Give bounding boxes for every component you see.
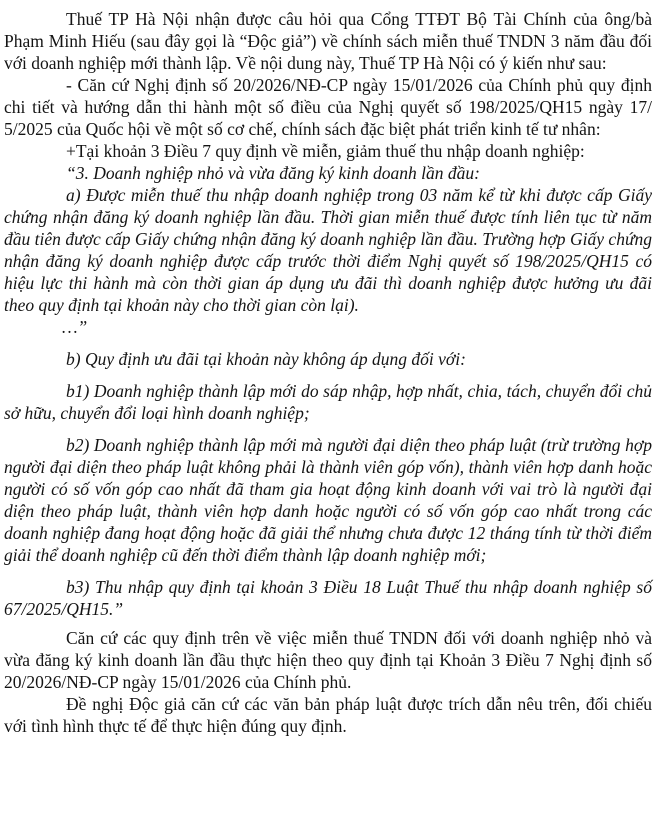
quote-point-b2: b2) Doanh nghiệp thành lập mới mà người đại diện theo pháp luật (trừ trường hợp người đại diện theo pháp luật không phải là thành viên góp vốn), thành viên hợp danh hoặc người có số vốn góp cao nhất đã tham gia hoạt động kinh doanh với vai trò là người đại diện theo pháp luật, thành viên hợp danh hoặc người có số vốn góp cao nhất trong các doanh nghiệp đang hoạt động hoặc đã giải thể nhưng chưa được 12 tháng tính từ thời điểm giải thể doanh nghiệp cũ đến thời điểm thành lập doanh nghiệp mới; xyxy=(4,435,652,565)
quote-ellipsis: …” xyxy=(62,317,88,337)
quote-point-b1: b1) Doanh nghiệp thành lập mới do sáp nhập, hợp nhất, chia, tách, chuyển đổi chủ sở hữu, chuyển đổi loại hình doanh nghiệp; xyxy=(4,381,652,423)
quote-point-b3: b3) Thu nhập quy định tại khoản 3 Điều 18 Luật Thuế thu nhập doanh nghiệp số 67/2025/QH15.” xyxy=(4,577,652,619)
paragraph-article7-intro: +Tại khoản 3 Điều 7 quy định về miễn, giảm thuế thu nhập doanh nghiệp: xyxy=(66,141,585,161)
quote-point-a: a) Được miễn thuế thu nhập doanh nghiệp trong 03 năm kể từ khi được cấp Giấy chứng nhận đăng ký doanh nghiệp lần đầu. Thời gian miễn thuế được tính liên tục từ năm đầu tiên được cấp Giấy chứng nhận đăng ký doanh nghiệp lần đầu. Trường hợp Giấy chứng nhận đăng ký doanh nghiệp được cấp trước thời điểm Nghị quyết số 198/2025/QH15 có hiệu lực thi hành mà còn thời gian áp dụng ưu đãi thì doanh nghiệp được hưởng ưu đãi theo quy định tại khoản này cho thời gian còn lại). xyxy=(4,185,652,315)
quote-point-b: b) Quy định ưu đãi tại khoản này không áp dụng đối với: xyxy=(66,349,466,369)
paragraph-decree-basis: - Căn cứ Nghị định số 20/2026/NĐ-CP ngày 15/01/2026 của Chính phủ quy định chi tiết và hướng dẫn thi hành một số điều của Nghị quyết số 198/2025/QH15 ngày 17/ 5/2025 của Quốc hội về một số cơ chế, chính sách đặc biệt phát triển kinh tế tư nhân: xyxy=(4,75,652,139)
paragraph-recommendation: Đề nghị Độc giả căn cứ các văn bản pháp luật được trích dẫn nêu trên, đối chiếu với tình hình thực tế để thực hiện đúng quy định. xyxy=(4,694,652,736)
paragraph-intro: Thuế TP Hà Nội nhận được câu hỏi qua Cổng TTĐT Bộ Tài Chính của ông/bà Phạm Minh Hiếu (sau đây gọi là “Độc giả”) về chính sách miễn thuế TNDN 3 năm đầu đối với doanh nghiệp mới thành lập. Về nội dung này, Thuế TP Hà Nội có ý kiến như sau: xyxy=(4,9,652,73)
paragraph-conclusion: Căn cứ các quy định trên về việc miễn thuế TNDN đối với doanh nghiệp nhỏ và vừa đăng ký kinh doanh lần đầu thực hiện theo quy định tại Khoản 3 Điều 7 Nghị định số 20/2026/NĐ-CP ngày 15/01/2026 của Chính phủ. xyxy=(4,628,652,692)
quote-clause3-heading: “3. Doanh nghiệp nhỏ và vừa đăng ký kinh doanh lần đầu: xyxy=(66,163,480,183)
